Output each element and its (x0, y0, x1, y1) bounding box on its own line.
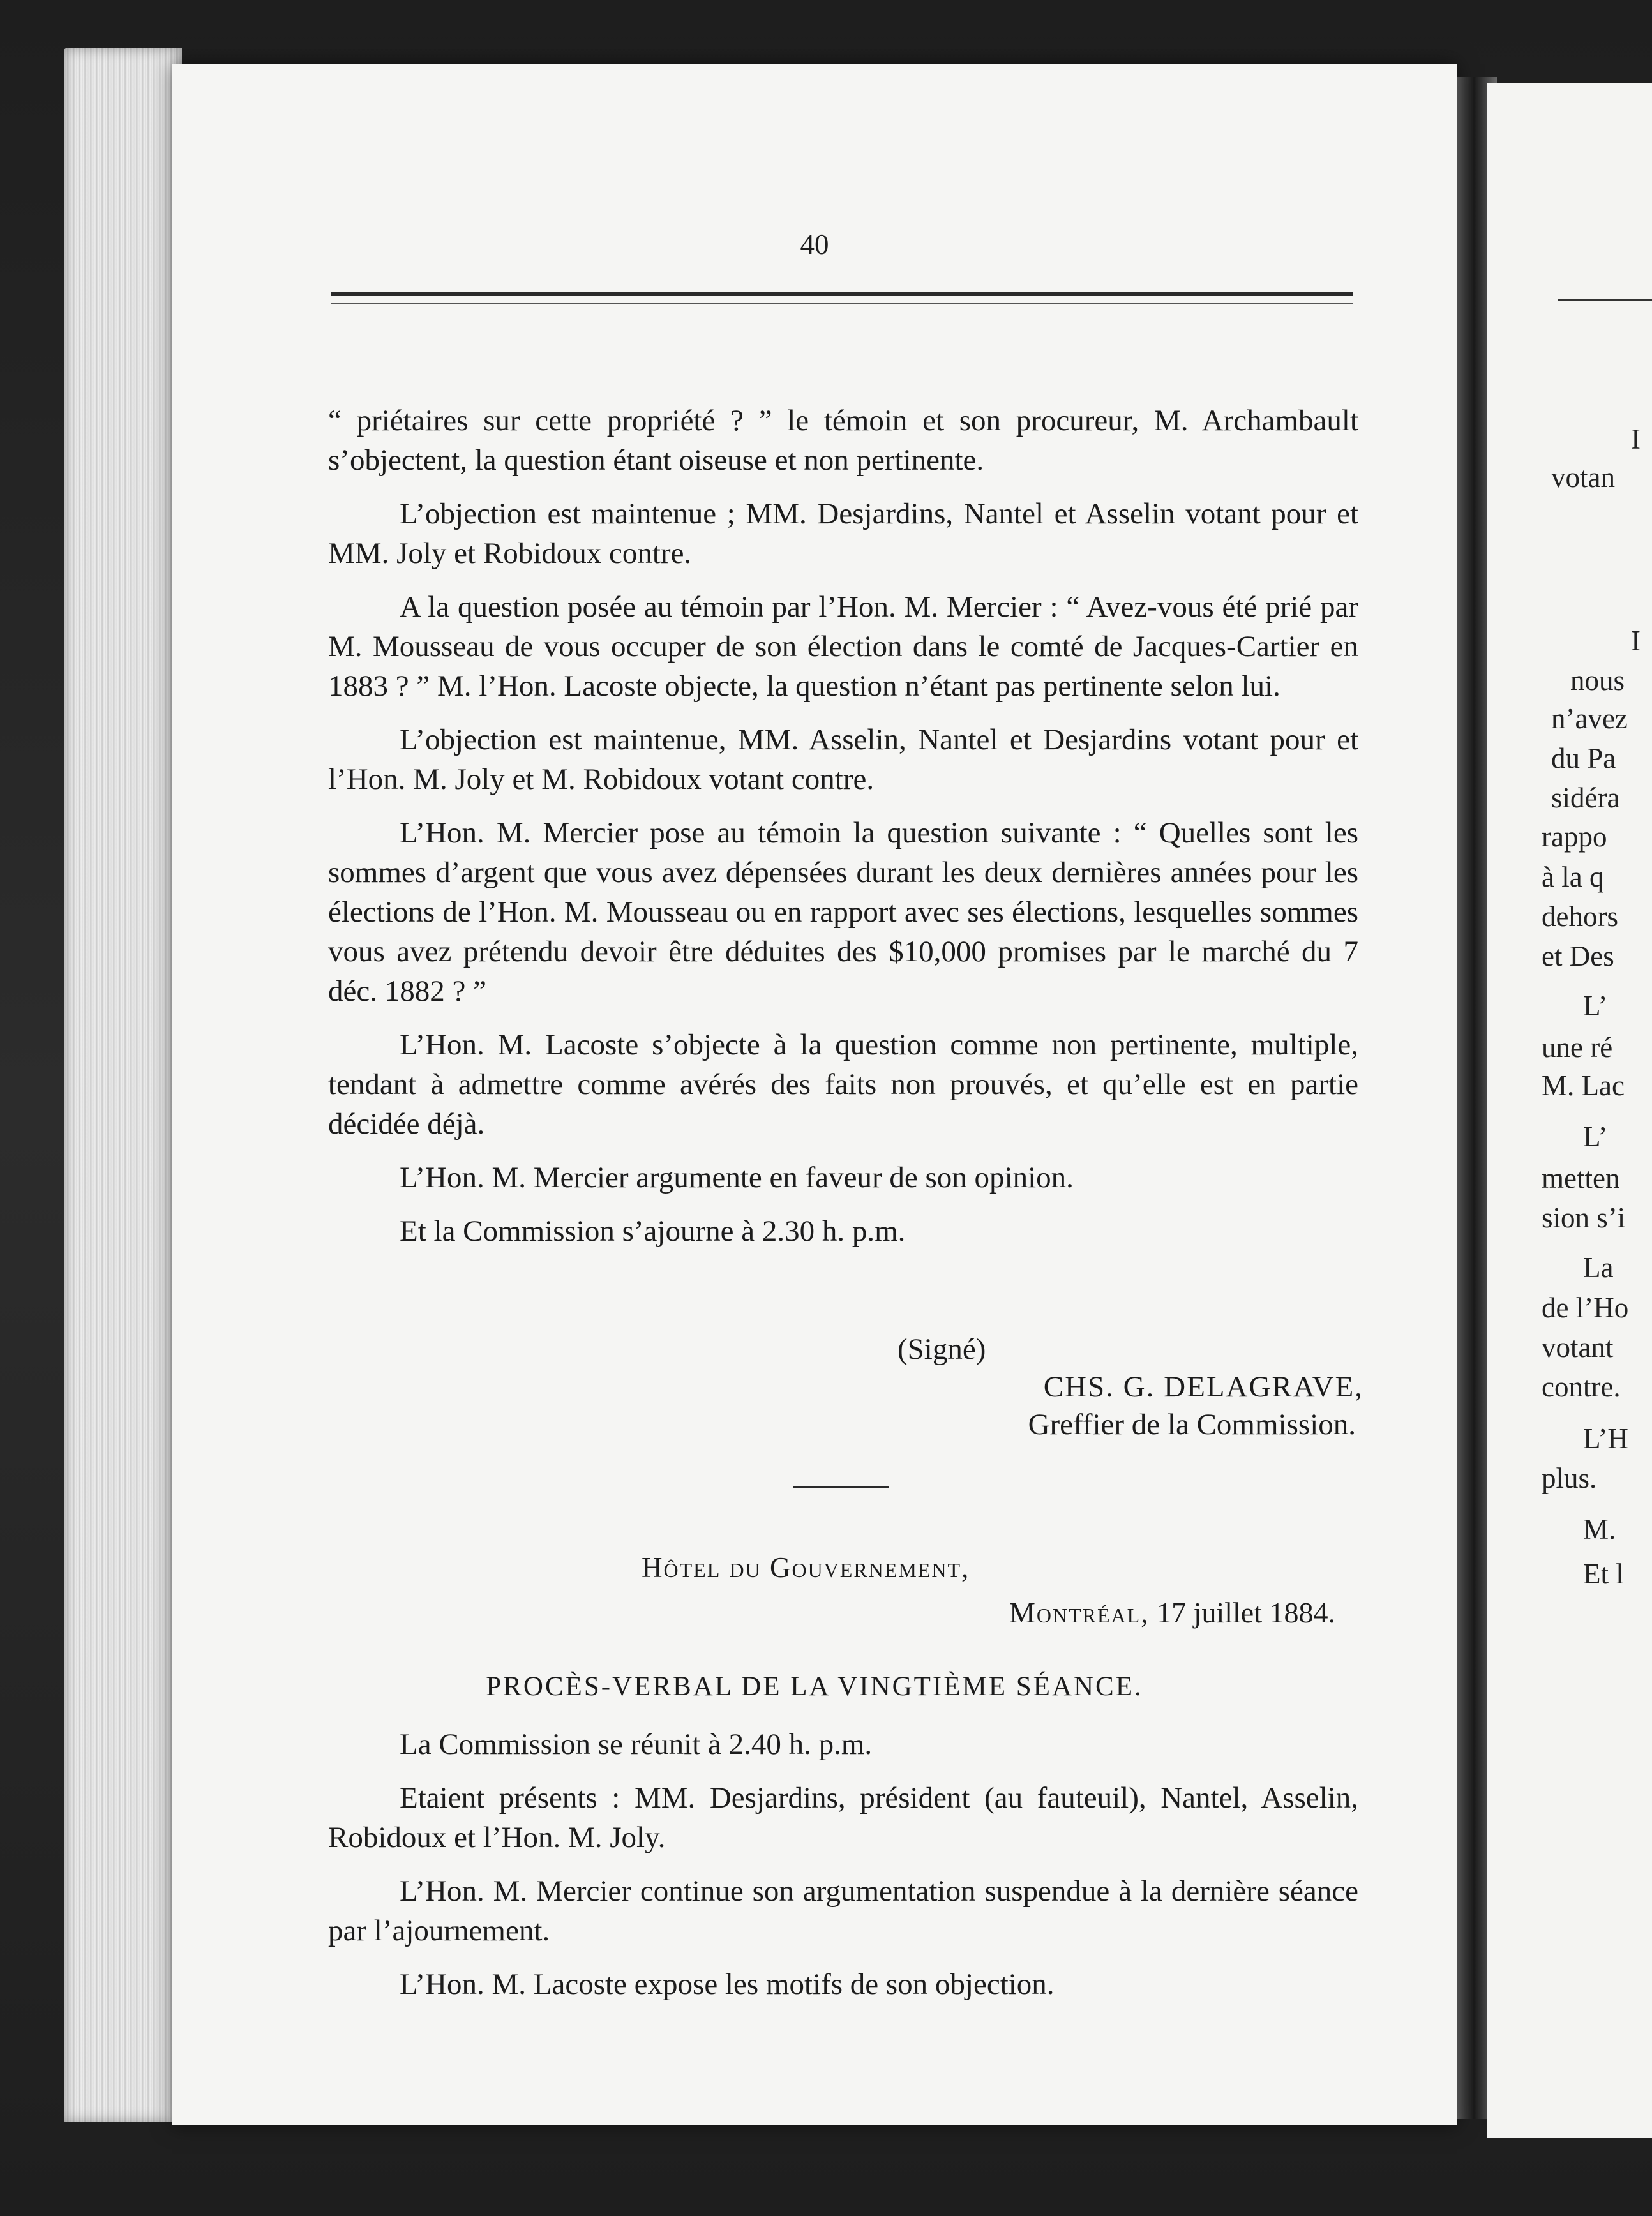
next-line: sidéra (1551, 782, 1620, 814)
next-line: votan (1551, 461, 1615, 493)
next-line: metten (1542, 1162, 1620, 1194)
next-line: M. Lac (1542, 1070, 1625, 1102)
next-line: à la q (1542, 861, 1604, 893)
paragraph: L’Hon. M. Mercier continue son argumentation suspendue à la dernière séance par l’ajournement. (328, 1875, 1358, 1947)
next-line: contre. (1542, 1371, 1621, 1403)
paragraph: La Commission se réunit à 2.40 h. p.m. (400, 1728, 873, 1761)
paragraph: L’objection est maintenue ; MM. Desjardins, Nantel et Asselin votant pour et MM. Joly et Robidoux contre. (328, 497, 1358, 570)
next-line: du Pa (1551, 742, 1616, 774)
dateline (1009, 1596, 1335, 1629)
paragraph: L’Hon. M. Mercier argumente en faveur de son opinion. (400, 1161, 1074, 1194)
next-line: I (1631, 423, 1641, 455)
next-line: votant (1542, 1331, 1614, 1363)
paragraph: L’Hon. M. Lacoste s’objecte à la question comme non pertinente, multiple, tendant à admettre comme avérés des faits non prouvés, et qu’elle est en partie décidée déjà. (328, 1028, 1358, 1141)
place-heading: Hôtel du Gouvernement, (642, 1552, 970, 1583)
next-line: de l’Ho (1542, 1292, 1629, 1324)
signature-name: CHS. G. DELAGRAVE, (1043, 1370, 1363, 1404)
paragraph: L’Hon. M. Lacoste expose les motifs de son objection. (400, 1968, 1055, 2001)
section-separator (793, 1486, 889, 1488)
next-line: M. (1583, 1513, 1616, 1545)
minutes-body-top (328, 401, 1358, 1265)
paragraph: L’Hon. M. Mercier pose au témoin la question suivante : “ Quelles sont les sommes d’argent que vous avez dépensées durant les deux dernières années pour les élections de l’Hon. M. Mousseau ou en rapport avec ses élections, lesquelles sommes vous avez prétendu devoir être déduites des $10,000 promises par le marché du 7 déc. 1882 ? ” (328, 816, 1358, 1008)
page-number: 40 (800, 228, 829, 260)
paragraph: “ priétaires sur cette propriété ? ” le témoin et son procureur, M. Archambault s’objectent, la question étant oiseuse et non pertinente. (328, 404, 1358, 477)
next-line: une ré (1542, 1031, 1613, 1063)
next-line: L’ (1583, 990, 1608, 1022)
next-line: n’avez (1551, 703, 1628, 735)
paragraph: Et la Commission s’ajourne à 2.30 h. p.m. (400, 1215, 906, 1248)
document-page (172, 64, 1457, 2125)
header-rule (331, 292, 1353, 304)
next-line: nous (1570, 664, 1625, 696)
next-line: L’ (1583, 1121, 1608, 1153)
paragraph: A la question posée au témoin par l’Hon. M. Mercier : “ Avez-vous été prié par M. Mousseau de vous occuper de son élection dans le comté de Jacques-Cartier en 1883 ? ” M. l’Hon. Lacoste objecte, la question n’étant pas pertinente selon lui. (328, 590, 1358, 703)
next-line: I (1631, 625, 1641, 657)
paragraph: L’objection est maintenue, MM. Asselin, Nantel et Desjardins votant pour et l’Hon. M. Joly et M. Robidoux votant contre. (328, 723, 1358, 796)
book-page-edges (64, 48, 182, 2122)
paragraph: Etaient présents : MM. Desjardins, président (au fauteuil), Nantel, Asselin, Robidoux et l’Hon. M. Joly. (328, 1781, 1358, 1854)
next-page-fragment (1487, 83, 1652, 2138)
next-line: plus. (1542, 1462, 1597, 1494)
next-line: La (1583, 1252, 1614, 1284)
dateline-city: Montréal, (1009, 1596, 1150, 1629)
next-line: L’H (1583, 1423, 1628, 1455)
next-line: rappo (1542, 821, 1607, 853)
signature-signe: (Signé) (897, 1333, 986, 1366)
signature-title: Greffier de la Commission. (1028, 1408, 1356, 1441)
next-page-rule (1558, 299, 1652, 301)
next-line: et Des (1542, 940, 1614, 972)
next-line: Et l (1583, 1558, 1624, 1590)
proces-verbal-title: PROCÈS-VERBAL DE LA VINGTIÈME SÉANCE. (486, 1672, 1143, 1702)
next-line: sion s’i (1542, 1202, 1626, 1234)
next-line: dehors (1542, 901, 1618, 932)
dateline-date: 17 juillet 1884. (1157, 1596, 1335, 1629)
minutes-body-bottom (328, 1725, 1358, 2018)
